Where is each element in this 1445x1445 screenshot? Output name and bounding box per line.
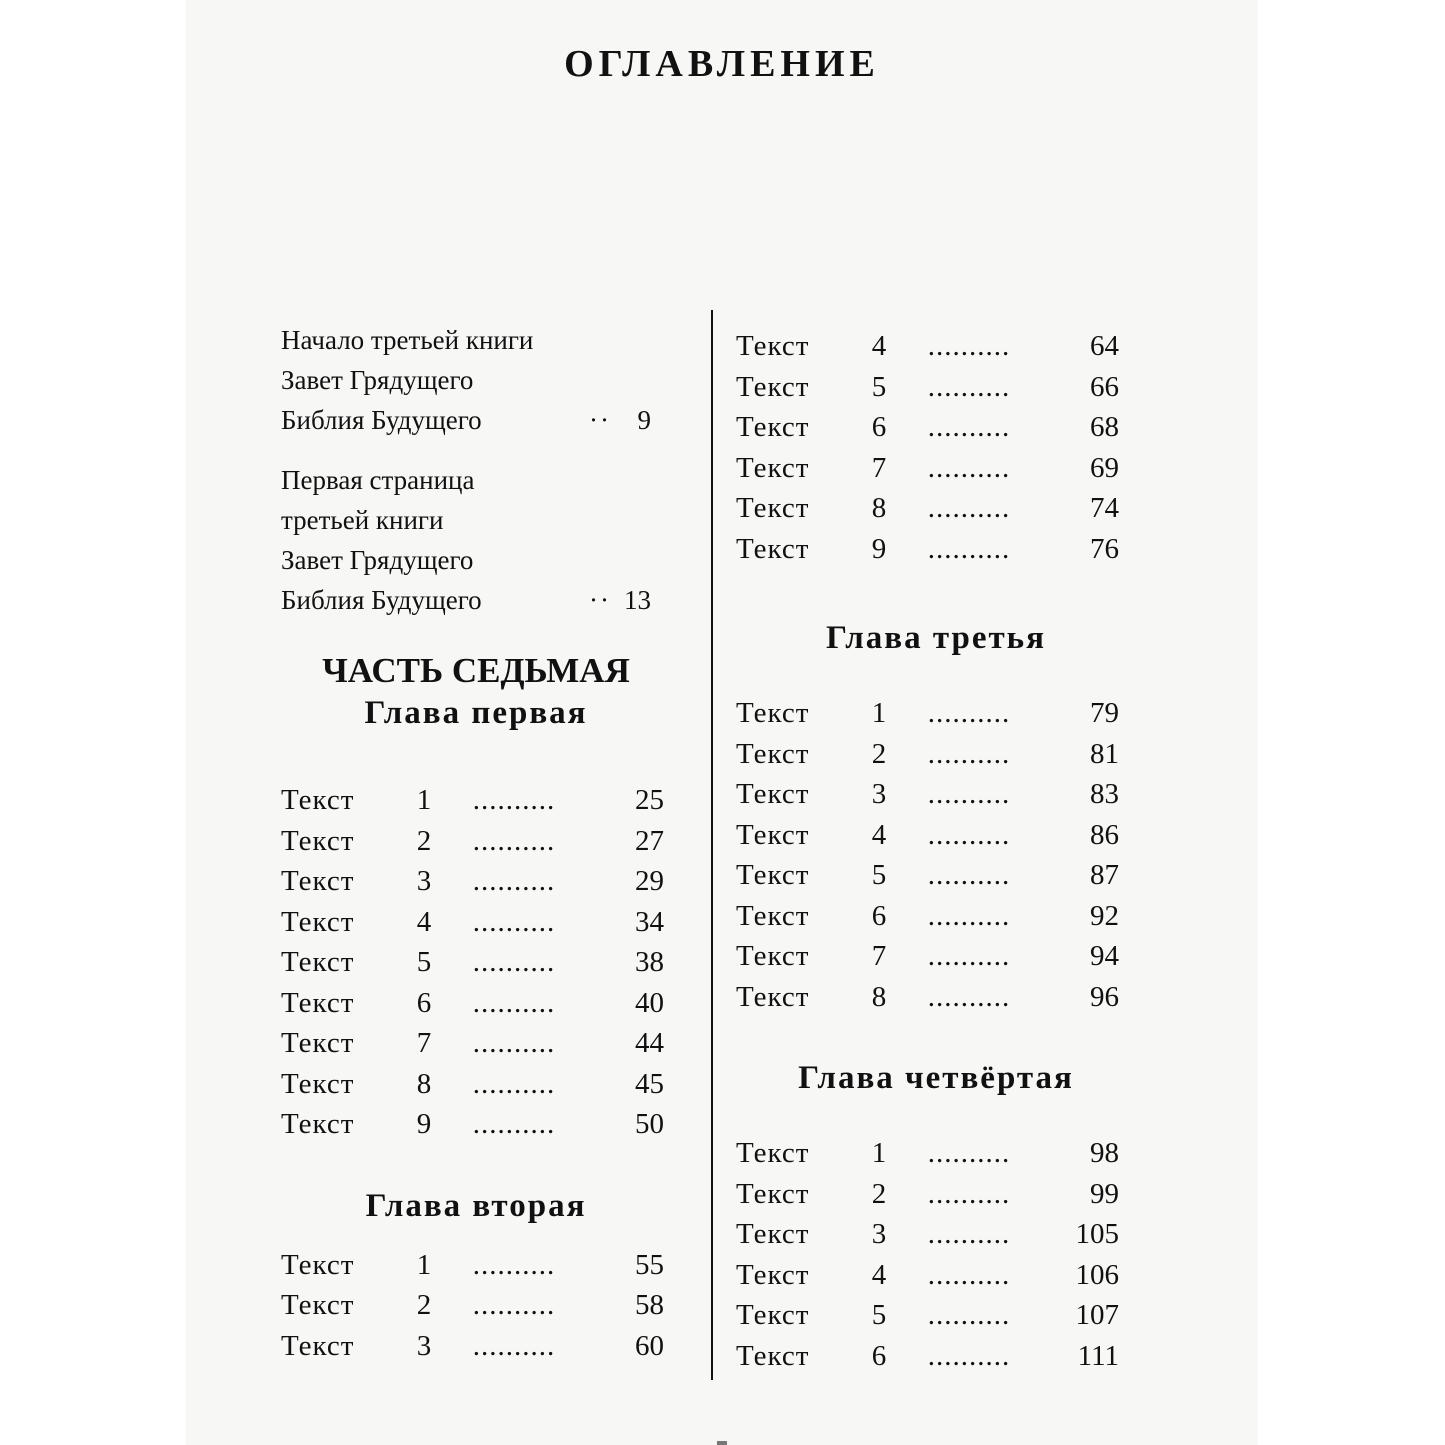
page-number: 38 xyxy=(635,946,664,978)
leader-dots: .......... xyxy=(927,940,1011,972)
row-number: 1 xyxy=(416,1248,432,1281)
toc-row[interactable] xyxy=(736,900,1136,941)
row-label: Текст xyxy=(281,1027,355,1059)
row-label: Текст xyxy=(736,1339,810,1372)
chapter-3 xyxy=(736,617,1136,1021)
row-number: 5 xyxy=(871,859,887,891)
row-number: 1 xyxy=(871,1137,887,1169)
row-number: 6 xyxy=(871,411,887,443)
intro-line: Завет Грядущего xyxy=(281,545,474,575)
row-number: 5 xyxy=(416,946,432,978)
leader-dots: .......... xyxy=(927,492,1011,524)
page-number: 74 xyxy=(1090,492,1119,524)
row-number: 8 xyxy=(871,492,887,524)
leader-dots: .......... xyxy=(472,865,556,897)
row-label: Текст xyxy=(736,1177,810,1210)
toc-row[interactable] xyxy=(281,1249,671,1290)
page-number: 111 xyxy=(1077,1339,1119,1372)
intro-line: Начало третьей книги xyxy=(281,325,534,355)
page-number: 79 xyxy=(1090,697,1119,729)
intro-section xyxy=(281,320,671,620)
row-label: Текст xyxy=(281,784,355,816)
row-number: 4 xyxy=(871,330,887,362)
leader-dots: .......... xyxy=(472,1067,556,1100)
chapter-4 xyxy=(736,1057,1136,1380)
row-number: 7 xyxy=(871,451,887,484)
page-number: 9 xyxy=(637,405,651,435)
row-number: 8 xyxy=(871,980,887,1013)
page-number: 86 xyxy=(1090,818,1119,851)
row-number: 2 xyxy=(871,737,887,770)
leader-dots: .......... xyxy=(927,737,1011,770)
toc-row[interactable] xyxy=(736,1340,1136,1381)
toc-row[interactable] xyxy=(736,371,1136,412)
page-number: 87 xyxy=(1090,859,1119,891)
row-label: Текст xyxy=(736,1299,810,1331)
toc-row[interactable] xyxy=(736,492,1136,533)
page-number: 60 xyxy=(635,1329,664,1362)
row-number: 3 xyxy=(416,865,432,897)
leader-dots: .......... xyxy=(927,899,1011,932)
row-label: Текст xyxy=(736,697,810,729)
toc-row[interactable] xyxy=(281,1289,671,1330)
row-label: Текст xyxy=(736,411,810,443)
toc-row[interactable] xyxy=(736,1299,1136,1340)
page-number: 25 xyxy=(635,784,664,816)
book-page xyxy=(186,0,1258,1445)
toc-row[interactable] xyxy=(281,1108,671,1149)
row-label: Текст xyxy=(736,778,810,810)
right-column xyxy=(736,330,1136,1416)
leader-dots: .......... xyxy=(927,818,1011,851)
row-number: 5 xyxy=(871,370,887,403)
row-label: Текст xyxy=(736,737,810,770)
row-label: Текст xyxy=(736,1218,810,1250)
intro-line-text: Библия Будущего xyxy=(281,585,482,615)
chapter-heading: Глава вторая xyxy=(365,1187,587,1224)
intro-line xyxy=(281,580,671,620)
leader-dots: .......... xyxy=(472,784,556,816)
leader-dots: .......... xyxy=(927,1137,1011,1169)
row-number: 5 xyxy=(871,1299,887,1331)
row-number: 4 xyxy=(871,1258,887,1291)
toc-row[interactable] xyxy=(281,1068,671,1109)
page-number: 66 xyxy=(1090,370,1119,403)
row-label: Текст xyxy=(281,1067,355,1100)
row-label: Текст xyxy=(281,1108,355,1140)
row-number: 7 xyxy=(871,940,887,972)
page-number: 34 xyxy=(635,905,664,938)
toc-row[interactable] xyxy=(281,825,671,866)
row-number: 6 xyxy=(871,899,887,932)
intro-line: Завет Грядущего xyxy=(281,365,474,395)
leader-dots: .......... xyxy=(472,1329,556,1362)
row-label: Текст xyxy=(736,370,810,403)
toc-row[interactable] xyxy=(736,1259,1136,1300)
row-number: 7 xyxy=(416,1027,432,1059)
leader-dots: .......... xyxy=(472,1027,556,1059)
chapter-heading: Глава первая xyxy=(364,695,588,731)
intro-line: Первая страница xyxy=(281,465,475,495)
page-number: 68 xyxy=(1090,411,1119,443)
page-number: 69 xyxy=(1090,451,1119,484)
toc-rows xyxy=(281,1249,671,1371)
row-number: 3 xyxy=(871,1218,887,1250)
page-number: 58 xyxy=(635,1289,664,1321)
toc-row[interactable] xyxy=(736,778,1136,819)
row-label: Текст xyxy=(281,1289,355,1321)
row-label: Текст xyxy=(281,1329,355,1362)
row-label: Текст xyxy=(736,451,810,484)
row-label: Текст xyxy=(736,1258,810,1291)
page-number: 94 xyxy=(1090,940,1119,972)
leader-dots: .......... xyxy=(472,1248,556,1281)
intro-line-text: Библия Будущего xyxy=(281,405,482,435)
leader-dots: .......... xyxy=(927,778,1011,810)
chapter-1 xyxy=(281,692,671,1149)
chapter-heading: Глава третья xyxy=(826,620,1046,656)
toc-row[interactable] xyxy=(281,987,671,1028)
row-number: 9 xyxy=(871,532,887,565)
leader-dots: .......... xyxy=(472,824,556,857)
row-label: Текст xyxy=(281,1248,355,1281)
toc-row[interactable] xyxy=(736,1178,1136,1219)
page-number: 76 xyxy=(1090,532,1119,565)
intro-entry[interactable] xyxy=(281,320,671,440)
page-number: 83 xyxy=(1090,778,1119,810)
row-number: 9 xyxy=(416,1108,432,1140)
row-number: 1 xyxy=(416,784,432,816)
row-label: Текст xyxy=(281,986,355,1019)
toc-row[interactable] xyxy=(736,411,1136,452)
page-number: 105 xyxy=(1075,1218,1119,1250)
leader-dots: .......... xyxy=(927,980,1011,1013)
toc-rows xyxy=(736,1137,1136,1380)
row-label: Текст xyxy=(281,905,355,938)
row-label: Текст xyxy=(736,940,810,972)
intro-line: третьей книги xyxy=(281,505,444,535)
toc-row[interactable] xyxy=(736,533,1136,574)
row-number: 3 xyxy=(416,1329,432,1362)
leader-dots: .......... xyxy=(472,986,556,1019)
leader-dots: .......... xyxy=(927,697,1011,729)
toc-rows xyxy=(736,697,1136,1021)
leader-dots: .......... xyxy=(927,411,1011,443)
page-number: 64 xyxy=(1090,330,1119,362)
row-number: 6 xyxy=(416,986,432,1019)
leader-dots: ·· xyxy=(589,405,611,435)
page-number: 107 xyxy=(1075,1299,1119,1331)
toc-row[interactable] xyxy=(736,1218,1136,1259)
leader-dots: .......... xyxy=(927,370,1011,403)
page-number: 45 xyxy=(635,1067,664,1100)
toc-rows xyxy=(281,784,671,1149)
page-number: 13 xyxy=(624,585,651,615)
toc-row[interactable] xyxy=(736,940,1136,981)
row-label: Текст xyxy=(736,980,810,1013)
intro-line xyxy=(281,400,671,440)
toc-row[interactable] xyxy=(281,1027,671,1068)
page-number: 50 xyxy=(635,1108,664,1140)
row-number: 2 xyxy=(416,1289,432,1321)
toc-row[interactable] xyxy=(736,981,1136,1022)
row-label: Текст xyxy=(736,1137,810,1169)
row-label: Текст xyxy=(281,946,355,978)
leader-dots: .......... xyxy=(472,1289,556,1321)
leader-dots: ·· xyxy=(589,585,611,615)
page-number: 81 xyxy=(1090,737,1119,770)
leader-dots: .......... xyxy=(927,330,1011,362)
chapter-heading: Глава четвёртая xyxy=(798,1060,1074,1096)
page-number: 44 xyxy=(635,1027,664,1059)
row-label: Текст xyxy=(736,899,810,932)
leader-dots: .......... xyxy=(927,532,1011,565)
part-heading: ЧАСТЬ СЕДЬМАЯ xyxy=(322,651,630,690)
toc-row[interactable] xyxy=(736,738,1136,779)
row-number: 1 xyxy=(871,697,887,729)
leader-dots: .......... xyxy=(472,946,556,978)
page-number: 106 xyxy=(1075,1258,1119,1291)
chapter-2 xyxy=(281,1185,671,1371)
left-column xyxy=(281,320,671,1406)
toc-row[interactable] xyxy=(281,784,671,825)
row-number: 4 xyxy=(416,905,432,938)
row-label: Текст xyxy=(736,859,810,891)
page-title: ОГЛАВЛЕНИЕ xyxy=(564,43,880,85)
row-number: 3 xyxy=(871,778,887,810)
page-number: 99 xyxy=(1090,1177,1119,1210)
toc-row[interactable] xyxy=(736,819,1136,860)
row-label: Текст xyxy=(736,818,810,851)
column-divider xyxy=(711,310,713,1380)
leader-dots: .......... xyxy=(472,1108,556,1140)
toc-row[interactable] xyxy=(736,452,1136,493)
row-number: 8 xyxy=(416,1067,432,1100)
leader-dots: .......... xyxy=(927,1339,1011,1372)
row-label: Текст xyxy=(736,492,810,524)
toc-row[interactable] xyxy=(281,946,671,987)
row-number: 6 xyxy=(871,1339,887,1372)
leader-dots: .......... xyxy=(927,1177,1011,1210)
leader-dots: .......... xyxy=(927,1218,1011,1250)
row-label: Текст xyxy=(736,330,810,362)
page-footer-mark xyxy=(717,1441,727,1445)
row-number: 4 xyxy=(871,818,887,851)
row-label: Текст xyxy=(736,532,810,565)
leader-dots: .......... xyxy=(927,859,1011,891)
page-number: 92 xyxy=(1090,899,1119,932)
page-number: 27 xyxy=(635,824,664,857)
page-number: 98 xyxy=(1090,1137,1119,1169)
toc-row[interactable] xyxy=(736,330,1136,371)
row-label: Текст xyxy=(281,865,355,897)
toc-row[interactable] xyxy=(736,697,1136,738)
page-number: 29 xyxy=(635,865,664,897)
leader-dots: .......... xyxy=(472,905,556,938)
row-number: 2 xyxy=(416,824,432,857)
page-number: 40 xyxy=(635,986,664,1019)
row-label: Текст xyxy=(281,824,355,857)
toc-row[interactable] xyxy=(281,1330,671,1371)
toc-row[interactable] xyxy=(281,906,671,947)
leader-dots: .......... xyxy=(927,451,1011,484)
page-number: 96 xyxy=(1090,980,1119,1013)
leader-dots: .......... xyxy=(927,1299,1011,1331)
toc-rows xyxy=(736,330,1136,573)
leader-dots: .......... xyxy=(927,1258,1011,1291)
toc-row[interactable] xyxy=(281,865,671,906)
toc-row[interactable] xyxy=(736,1137,1136,1178)
page-number: 55 xyxy=(635,1248,664,1281)
intro-entry[interactable] xyxy=(281,460,671,620)
row-number: 2 xyxy=(871,1177,887,1210)
toc-row[interactable] xyxy=(736,859,1136,900)
